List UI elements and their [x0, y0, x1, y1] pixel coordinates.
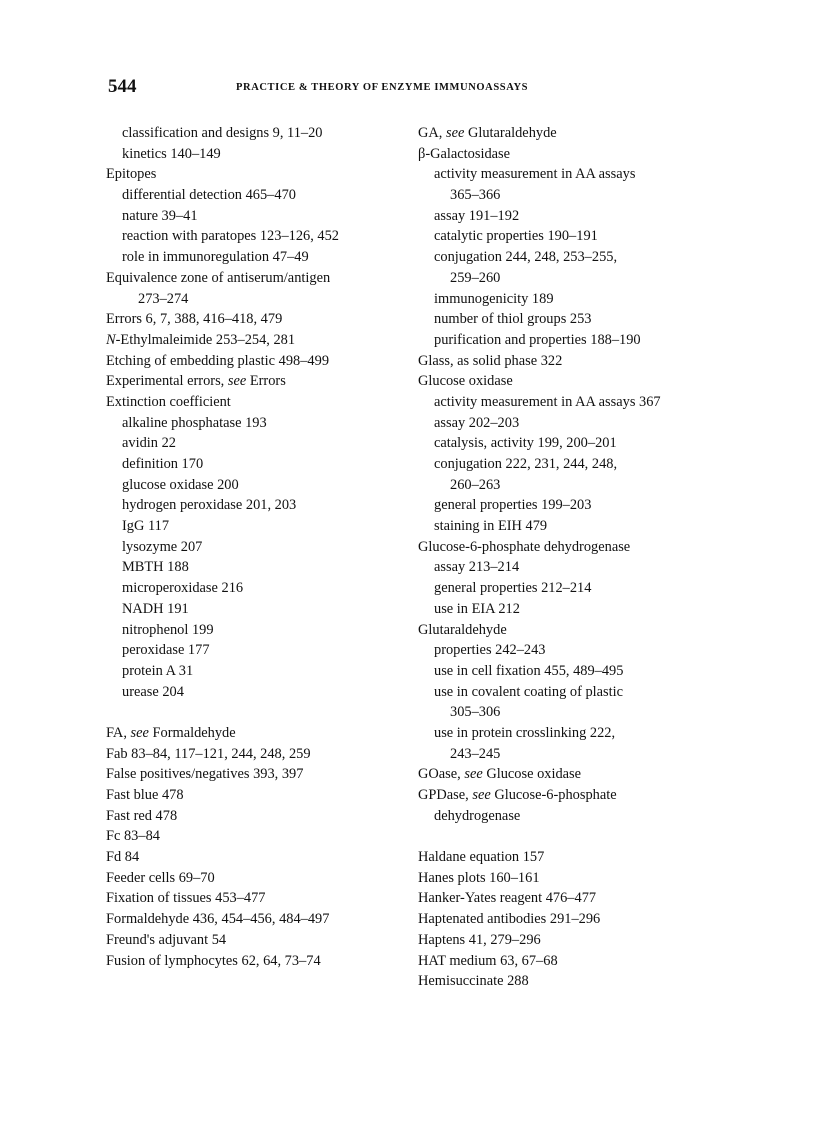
- index-entry: GPDase, see Glucose-6-phosphate: [418, 787, 617, 803]
- index-entry: Experimental errors, see Errors: [106, 373, 286, 390]
- index-subentry: catalytic properties 190–191: [434, 228, 598, 245]
- index-entry: Feeder cells 69–70: [106, 869, 215, 886]
- index-subentry: use in protein crosslinking 222,: [434, 724, 616, 741]
- index-entry: Glucose-6-phosphate dehydrogenase: [418, 538, 631, 555]
- index-subentry: 365–366: [450, 187, 501, 204]
- index-subentry: assay 202–203: [434, 414, 520, 431]
- index-subentry: catalysis, activity 199, 200–201: [434, 435, 617, 452]
- index-subentry: protein A 31: [122, 662, 194, 679]
- index-subentry: definition 170: [122, 456, 204, 472]
- index-subentry: assay 191–192: [434, 207, 520, 224]
- index-entry: Errors 6, 7, 388, 416–418, 479: [106, 311, 283, 328]
- index-subentry: immunogenicity 189: [434, 290, 554, 307]
- index-entry: Hanes plots 160–161: [418, 869, 540, 886]
- index-entry: β-Galactosidase: [418, 145, 511, 162]
- index-subentry: reaction with paratopes 123–126, 452: [122, 228, 340, 245]
- index-entry: Equivalence zone of antiserum/antigen: [106, 269, 331, 286]
- index-entry: N-Ethylmaleimide 253–254, 281: [106, 331, 296, 348]
- index-subentry: nitrophenol 199: [122, 621, 214, 638]
- index-entry: Fast blue 478: [106, 787, 184, 803]
- index-entry: Hemisuccinate 288: [418, 973, 529, 990]
- index-entry: HAT medium 63, 67–68: [418, 952, 558, 969]
- index-entry: Etching of embedding plastic 498–499: [106, 352, 330, 369]
- index-entry: GA, see Glutaraldehyde: [418, 125, 557, 141]
- index-subentry: activity measurement in AA assays 367: [434, 393, 661, 410]
- index-subentry: purification and properties 188–190: [434, 331, 641, 348]
- index-entry: Fusion of lymphocytes 62, 64, 73–74: [106, 952, 321, 969]
- index-entry: Epitopes: [106, 166, 157, 183]
- index-entry: Glass, as solid phase 322: [418, 352, 563, 369]
- index-subentry: 273–274: [138, 290, 189, 307]
- page-number: 544: [108, 76, 137, 97]
- index-entry: Freund's adjuvant 54: [106, 931, 227, 948]
- index-column-right: [418, 123, 718, 992]
- index-subentry: alkaline phosphatase 193: [122, 414, 267, 431]
- index-entry: False positives/negatives 393, 397: [106, 766, 304, 783]
- index-subentry: urease 204: [122, 683, 184, 700]
- index-subentry: dehydrogenase: [434, 807, 521, 824]
- index-entry: Fab 83–84, 117–121, 244, 248, 259: [106, 745, 311, 762]
- index-entry: Glucose oxidase: [418, 373, 513, 390]
- index-subentry: general properties 212–214: [434, 580, 592, 597]
- index-entry: Fast red 478: [106, 807, 178, 824]
- index-subentry: properties 242–243: [434, 642, 546, 659]
- index-entry: FA, see Formaldehyde: [106, 724, 236, 741]
- index-subentry: MBTH 188: [122, 559, 189, 576]
- index-subentry: differential detection 465–470: [122, 187, 296, 204]
- running-title: PRACTICE & THEORY OF ENZYME IMMUNOASSAYS: [236, 82, 529, 93]
- index-subentry: microperoxidase 216: [122, 580, 244, 597]
- index-subentry: lysozyme 207: [122, 538, 203, 555]
- index-entry: Hanker-Yates reagent 476–477: [418, 890, 597, 907]
- index-entry: Extinction coefficient: [106, 393, 231, 410]
- index-subentry: NADH 191: [122, 600, 189, 617]
- index-subentry: 260–263: [450, 476, 501, 493]
- index-subentry: peroxidase 177: [122, 642, 210, 659]
- spacer: [106, 702, 406, 723]
- index-entry: Formaldehyde 436, 454–456, 484–497: [106, 911, 330, 928]
- index-entry: Glutaraldehyde: [418, 621, 507, 638]
- index-entry: Haptens 41, 279–296: [418, 931, 541, 948]
- index-subentry: conjugation 244, 248, 253–255,: [434, 249, 618, 266]
- index-subentry: conjugation 222, 231, 244, 248,: [434, 456, 618, 472]
- index-column-left: [106, 123, 406, 971]
- index-subentry: classification and designs 9, 11–20: [122, 125, 323, 141]
- index-subentry: role in immunoregulation 47–49: [122, 249, 309, 266]
- index-subentry: general properties 199–203: [434, 497, 592, 514]
- index-subentry: hydrogen peroxidase 201, 203: [122, 497, 297, 514]
- spacer: [418, 826, 718, 847]
- index-subentry: number of thiol groups 253: [434, 311, 592, 328]
- index-subentry: avidin 22: [122, 435, 176, 452]
- index-entry: Fc 83–84: [106, 828, 160, 845]
- index-subentry: use in cell fixation 455, 489–495: [434, 662, 624, 679]
- index-entry: Fd 84: [106, 849, 140, 866]
- index-subentry: 243–245: [450, 745, 501, 762]
- index-entry: Haptenated antibodies 291–296: [418, 911, 601, 928]
- index-subentry: use in covalent coating of plastic: [434, 683, 624, 700]
- index-subentry: 305–306: [450, 704, 501, 721]
- index-subentry: use in EIA 212: [434, 600, 520, 617]
- index-entry: GOase, see Glucose oxidase: [418, 766, 582, 783]
- index-entry: Fixation of tissues 453–477: [106, 890, 266, 907]
- index-subentry: activity measurement in AA assays: [434, 166, 636, 183]
- index-subentry: IgG 117: [122, 518, 170, 535]
- index-subentry: staining in EIH 479: [434, 518, 548, 535]
- index-subentry: 259–260: [450, 269, 501, 286]
- index-subentry: nature 39–41: [122, 207, 198, 224]
- index-subentry: assay 213–214: [434, 559, 520, 576]
- page-header: [108, 76, 708, 100]
- index-subentry: glucose oxidase 200: [122, 476, 239, 493]
- index-entry: Haldane equation 157: [418, 849, 545, 866]
- index-subentry: kinetics 140–149: [122, 145, 221, 162]
